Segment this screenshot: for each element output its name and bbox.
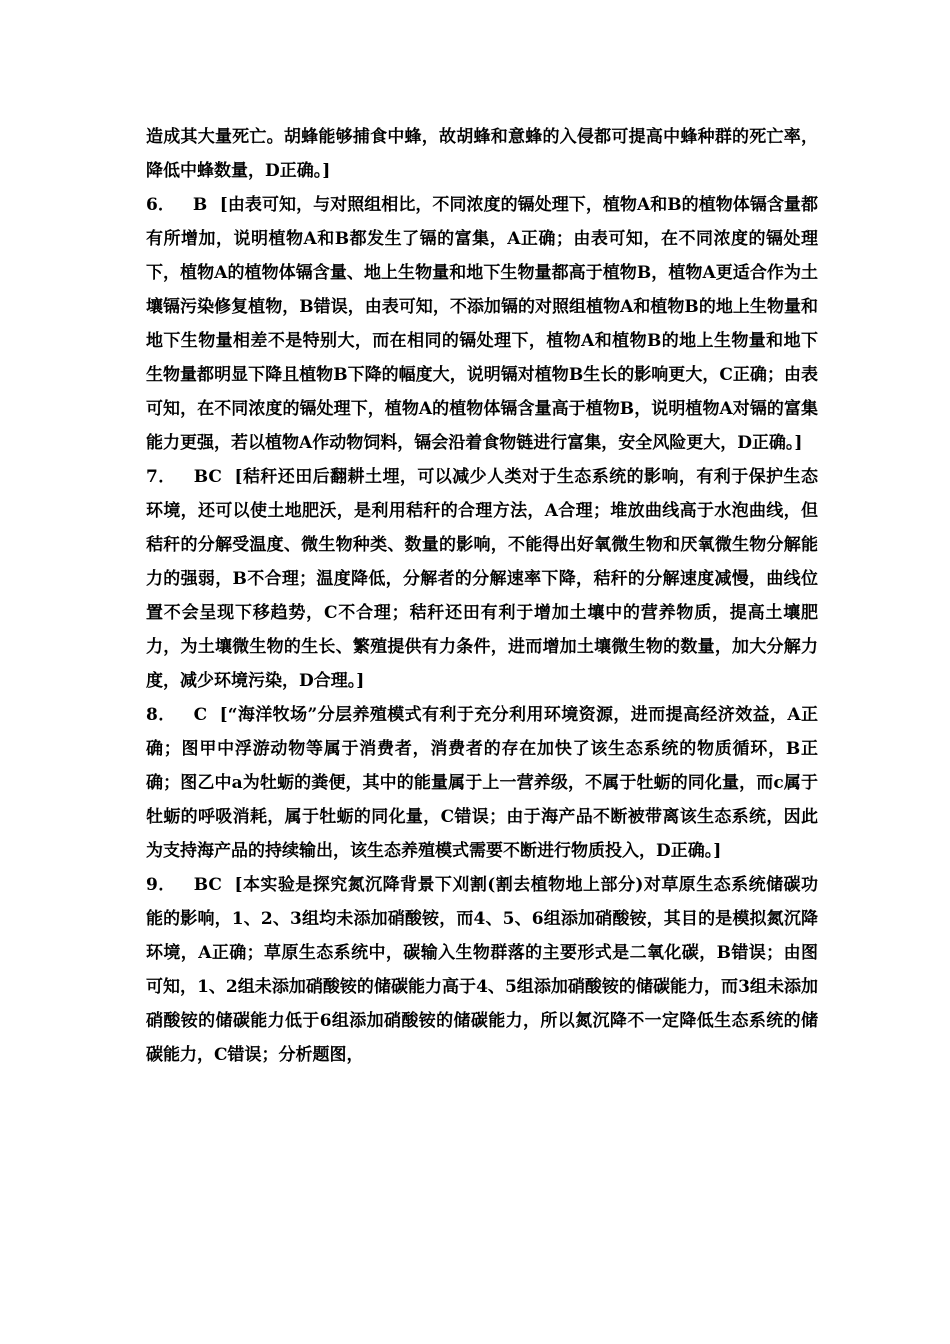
item-6: [146, 188, 818, 460]
item-text: [本实验是探究氮沉降背景下刈割(割去植物地上部分)对草原生态系统储碳功能的影响，1、2、3组均未添加硝酸铵，而4、5、6组添加硝酸铵，其目的是模拟氮沉降环境，A正确；草原生态系统中，碳输入生物群落的主要形式是二氧化碳，B错误；由图可知，1、2组未添加硝酸铵的储碳能力高于4、5组添加硝酸铵的储碳能力，而3组未添加硝酸铵的储碳能力低于6组添加硝酸铵的储碳能力，所以氮沉降不一定降低生态系统的储碳能力，C错误；分析题图，: [146, 875, 818, 1065]
item-text: [由表可知，与对照组相比，不同浓度的镉处理下，植物A和B的植物体镉含量都有所增加，说明植物A和B都发生了镉的富集，A正确；由表可知，在不同浓度的镉处理下，植物A的植物体镉含量、地上生物量和地下生物量都高于植物B，植物A更适合作为土壤镉污染修复植物，B错误，由表可知，不添加镉的对照组植物A和植物B的地上生物量和地下生物量相差不是特别大，而在相同的镉处理下，植物A和植物B的地上生物量和地下生物量都明显下降且植物B下降的幅度大，说明镉对植物B生长的影响更大，C正确；由表可知，在不同浓度的镉处理下，植物A的植物体镉含量高于植物B，说明植物A对镉的富集能力更强，若以植物A作动物饲料，镉会沿着食物链进行富集，安全风险更大，D正确。]: [146, 195, 818, 453]
item-text: 造成其大量死亡。胡蜂能够捕食中蜂，故胡蜂和意蜂的入侵都可提高中蜂种群的死亡率，降低中蜂数量，D正确。]: [146, 127, 818, 181]
item-text: [“海洋牧场”分层养殖模式有利于充分利用环境资源，进而提高经济效益，A正确；图甲中浮游动物等属于消费者，消费者的存在加快了该生态系统的物质循环，B正确；图乙中a为牡蛎的粪便，其中的能量属于上一营养级，不属于牡蛎的同化量，而c属于牡蛎的呼吸消耗，属于牡蛎的同化量，C错误；由于海产品不断被带离该生态系统，因此为支持海产品的持续输出，该生态养殖模式需要不断进行物质投入，D正确。]: [146, 705, 818, 861]
item-number: 8．: [146, 705, 176, 725]
item-answer: C: [193, 705, 208, 725]
item-number: 6．: [146, 195, 175, 215]
item-number: 9．: [146, 875, 176, 895]
answer-explanations: [146, 120, 818, 1072]
item-continuation: [146, 120, 818, 188]
item-number: 7．: [146, 467, 176, 487]
item-answer: BC: [193, 467, 222, 487]
item-8: [146, 698, 818, 868]
item-text: [秸秆还田后翻耕土埋，可以减少人类对于生态系统的影响，有利于保护生态环境，还可以使土地肥沃，是利用秸秆的合理方法，A合理；堆放曲线高于水泡曲线，但秸秆的分解受温度、微生物种类、数量的影响，不能得出好氧微生物和厌氧微生物分解能力的强弱，B不合理；温度降低，分解者的分解速率下降，秸秆的分解速度减慢，曲线位置不会呈现下移趋势，C不合理；秸秆还田有利于增加土壤中的营养物质，提高土壤肥力，为土壤微生物的生长、繁殖提供有力条件，进而增加土壤微生物的数量，加大分解力度，减少环境污染，D合理。]: [146, 467, 818, 691]
item-answer: BC: [193, 875, 222, 895]
item-9: [146, 868, 818, 1072]
item-answer: B: [192, 195, 208, 215]
item-7: [146, 460, 818, 698]
